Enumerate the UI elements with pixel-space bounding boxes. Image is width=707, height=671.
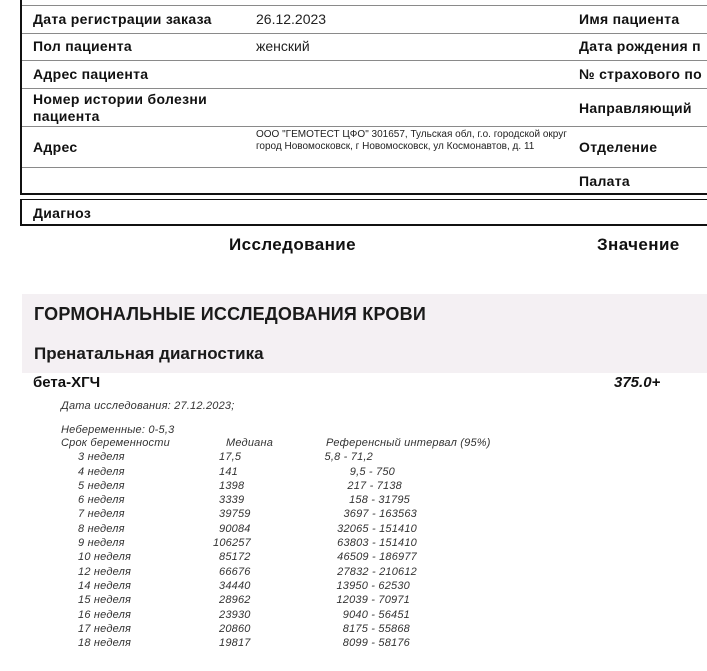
week: 14 неделя — [78, 579, 132, 592]
info-row-ward — [22, 168, 707, 193]
info-row-patient-address — [22, 61, 707, 89]
range: 158 - 31795 — [349, 494, 410, 507]
median: 66676 — [219, 565, 251, 578]
info-row-lab-address — [22, 127, 707, 168]
label-diagnosis: Диагноз — [33, 205, 92, 221]
range: 8175 - 55868 — [342, 622, 410, 635]
week: 10 неделя — [78, 551, 132, 564]
label-history-number: Номер истории болезни пациента — [33, 91, 207, 124]
subsection-title: Пренатальная диагностика — [34, 344, 264, 363]
label-patient-address: Адрес пациента — [33, 66, 149, 82]
range: 32065 - 151410 — [337, 522, 417, 535]
range: 5,8 - 71,2 — [324, 451, 373, 464]
range: 27832 - 210612 — [337, 565, 417, 578]
median: 17,5 — [219, 451, 242, 464]
non-pregnant-reference: Небеременные: 0-5,3 — [61, 424, 175, 436]
median: 106257 — [213, 537, 251, 550]
range: 3697 - 163563 — [343, 508, 417, 521]
value-registration-date: 26.12.2023 — [256, 11, 327, 27]
median: 39759 — [219, 508, 251, 521]
header-gestation: Срок беременности — [61, 437, 170, 449]
median: 19817 — [219, 637, 251, 650]
week: 18 неделя — [78, 637, 132, 650]
median: 20860 — [219, 622, 251, 635]
label-birth-date: Дата рождения п — [579, 38, 701, 54]
label-referring-doctor: Направляющий — [579, 100, 692, 116]
study-date: Дата исследования: 27.12.2023; — [61, 400, 235, 412]
week: 17 неделя — [78, 622, 132, 635]
week: 5 неделя — [78, 479, 125, 492]
header-reference-interval: Референсный интервал (95%) — [326, 437, 491, 449]
range: 46509 - 186977 — [337, 551, 417, 564]
label-patient-name: Имя пациента — [579, 11, 680, 27]
label-department: Отделение — [579, 139, 658, 155]
value-lab-address: ООО "ГЕМОТЕСТ ЦФО" 301657, Тульская обл, г.о. городской округ город Новомосковск, г Новомосковск, ул Космонавтов, д. 11 — [256, 129, 567, 152]
label-registration-date: Дата регистрации заказа — [33, 11, 212, 27]
week: 15 неделя — [78, 594, 132, 607]
label-insurance-number: № страхового по — [579, 66, 703, 82]
week: 3 неделя — [78, 451, 125, 464]
label-patient-sex: Пол пациента — [33, 38, 132, 54]
week: 16 неделя — [78, 608, 132, 621]
week: 4 неделя — [78, 465, 125, 478]
median: 23930 — [219, 608, 251, 621]
info-row-registration-date — [22, 6, 707, 34]
value-patient-sex: женский — [256, 38, 310, 54]
test-name: бета-ХГЧ — [33, 374, 101, 391]
median: 28962 — [219, 594, 251, 607]
test-result-value: 375.0+ — [614, 374, 661, 391]
label-ward: Палата — [579, 173, 630, 189]
week: 8 неделя — [78, 522, 125, 535]
median: 34440 — [219, 579, 251, 592]
week: 6 неделя — [78, 494, 125, 507]
section-band — [22, 294, 707, 373]
week: 9 неделя — [78, 537, 125, 550]
column-header-study: Исследование — [229, 235, 356, 254]
range: 63803 - 151410 — [337, 537, 417, 550]
header-median: Медиана — [226, 437, 274, 449]
range: 13950 - 62530 — [336, 579, 410, 592]
info-row-history-number — [22, 89, 707, 127]
column-header-value: Значение — [597, 235, 680, 254]
median: 141 — [219, 465, 238, 478]
range: 9,5 - 750 — [349, 465, 395, 478]
range: 12039 - 70971 — [336, 594, 410, 607]
diagnosis-box — [20, 199, 707, 226]
median: 1398 — [219, 479, 245, 492]
week: 7 неделя — [78, 508, 125, 521]
range: 8099 - 58176 — [342, 637, 410, 650]
patient-info-table — [20, 0, 707, 193]
week: 12 неделя — [78, 565, 132, 578]
label-lab-address: Адрес — [33, 139, 78, 155]
info-row-patient-sex — [22, 34, 707, 61]
median: 90084 — [219, 522, 251, 535]
median: 3339 — [219, 494, 245, 507]
range: 217 - 7138 — [347, 479, 402, 492]
range: 9040 - 56451 — [342, 608, 410, 621]
median: 85172 — [219, 551, 251, 564]
section-title: ГОРМОНАЛЬНЫЕ ИССЛЕДОВАНИЯ КРОВИ — [34, 304, 426, 324]
